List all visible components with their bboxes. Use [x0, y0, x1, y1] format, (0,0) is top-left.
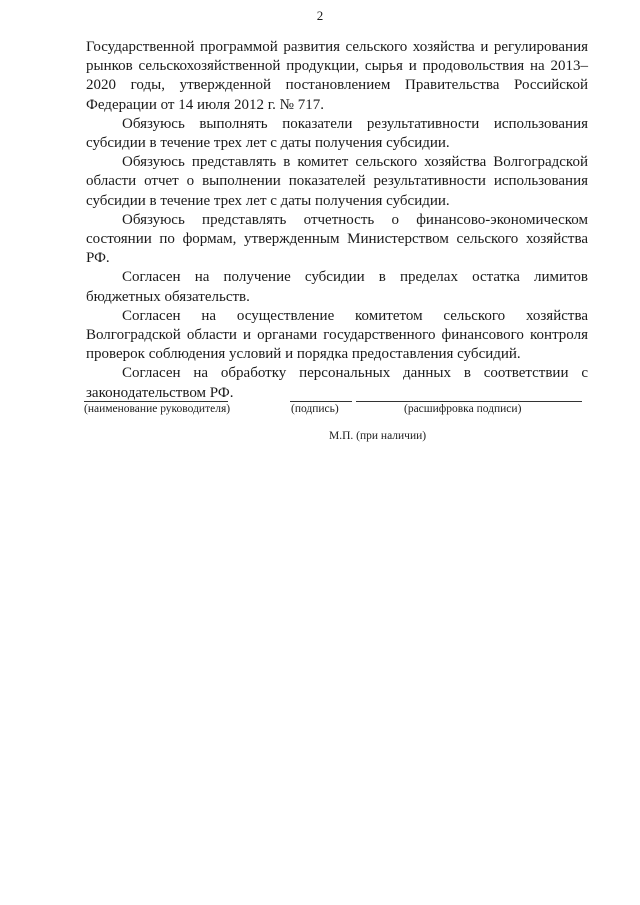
paragraph-program-continuation: Государственной программой развития сельского хозяйства и регулирования рынков сельскохозяйственной продукции, сырья и продовольствия на 2013–2020 годы, утвержденной постановлением Правительства Российской Федерации от 14 июля 2012 г. № 717. — [86, 39, 588, 113]
stamp-note: М.П. (при наличии) — [329, 430, 427, 442]
signature-decoding-line — [356, 401, 582, 402]
head-name-caption: (наименование руководителя) — [84, 403, 231, 415]
signature-line — [290, 401, 352, 402]
head-name-line — [84, 401, 228, 402]
paragraph-obligation-indicators: Обязуюсь выполнять показатели результативности использования субсидии в течение трех лет с даты получения субсидии. — [86, 115, 588, 152]
paragraph-consent-personal-data: Согласен на обработку персональных данных в соответствии с законодательством РФ. — [86, 365, 588, 401]
body-text — [86, 38, 588, 403]
signature-decoding-caption: (расшифровка подписи) — [404, 403, 522, 415]
signature-caption: (подпись) — [291, 403, 339, 415]
paragraph-obligation-financial-reporting: Обязуюсь представлять отчетность о финансово-экономическом состоянии по формам, утвержденным Министерством сельского хозяйства РФ. — [86, 211, 588, 267]
paragraph-consent-inspections: Согласен на осуществление комитетом сельского хозяйства Волгоградской области и органами государственного финансового контроля проверок соблюдения условий и порядка предоставления субсидий. — [86, 307, 588, 363]
paragraph-consent-subsidy: Согласен на получение субсидии в пределах остатка лимитов бюджетных обязательств. — [86, 269, 588, 305]
paragraph-obligation-report: Обязуюсь представлять в комитет сельского хозяйства Волгоградской области отчет о выполнении показателей результативности использования субсидии в течение трех лет с даты получения субсидии. — [86, 154, 588, 209]
page-number: 2 — [316, 8, 324, 23]
